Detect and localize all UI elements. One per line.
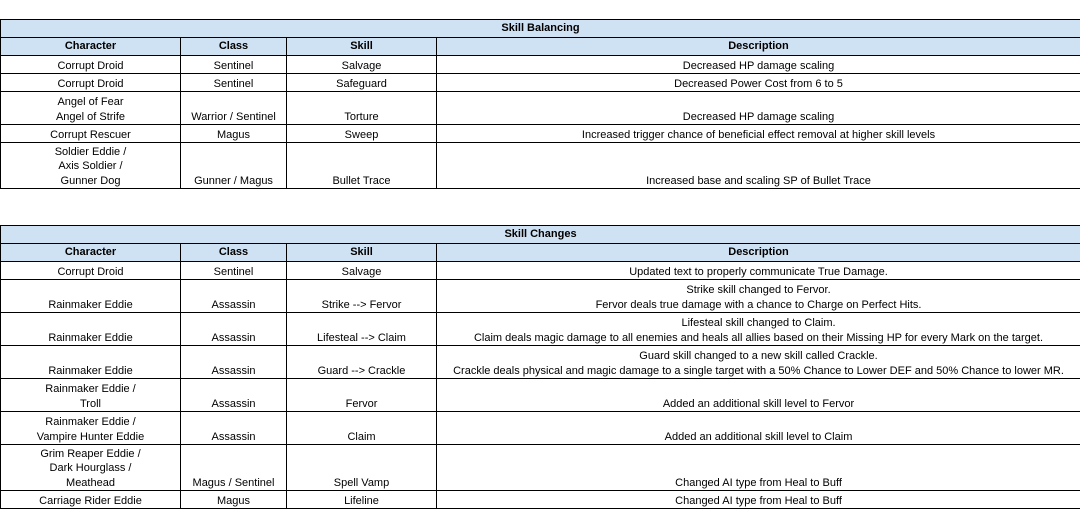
column-header-character: Character [1, 38, 181, 56]
cell-class: Sentinel [181, 74, 287, 92]
cell-description: Decreased HP damage scaling [437, 56, 1080, 74]
cell-description: Strike skill changed to Fervor. Fervor deals true damage with a chance to Charge on Perfect Hits. [437, 280, 1080, 313]
cell-class: Assassin [181, 412, 287, 445]
cell-skill: Guard --> Crackle [287, 346, 437, 379]
cell-skill: Safeguard [287, 74, 437, 92]
table-row [1, 346, 1080, 379]
cell-class: Magus [181, 125, 287, 143]
cell-character: Rainmaker Eddie / Troll [1, 379, 181, 412]
cell-character: Angel of Fear Angel of Strife [1, 92, 181, 125]
table-row [1, 445, 1080, 491]
cell-description: Changed AI type from Heal to Buff [437, 445, 1080, 491]
table-row [1, 412, 1080, 445]
cell-description: Lifesteal skill changed to Claim. Claim deals magic damage to all enemies and heals all allies based on their Missing HP for every Mark on the target. [437, 313, 1080, 346]
cell-character: Rainmaker Eddie / Vampire Hunter Eddie [1, 412, 181, 445]
table-row [1, 379, 1080, 412]
cell-character: Soldier Eddie / Axis Soldier / Gunner Dog [1, 143, 181, 189]
skill-changes-table [0, 225, 1080, 509]
cell-class: Magus [181, 491, 287, 509]
cell-character: Rainmaker Eddie [1, 280, 181, 313]
top-empty-row [0, 0, 1080, 20]
cell-class: Assassin [181, 346, 287, 379]
cell-skill: Spell Vamp [287, 445, 437, 491]
cell-description: Updated text to properly communicate True Damage. [437, 262, 1080, 280]
column-header-class: Class [181, 244, 287, 262]
table-row [1, 125, 1080, 143]
column-header-character: Character [1, 244, 181, 262]
column-header-skill: Skill [287, 38, 437, 56]
cell-skill: Torture [287, 92, 437, 125]
cell-character: Corrupt Droid [1, 262, 181, 280]
cell-character: Grim Reaper Eddie / Dark Hourglass / Meathead [1, 445, 181, 491]
cell-class: Sentinel [181, 262, 287, 280]
cell-skill: Claim [287, 412, 437, 445]
cell-description: Changed AI type from Heal to Buff [437, 491, 1080, 509]
cell-description: Increased trigger chance of beneficial effect removal at higher skill levels [437, 125, 1080, 143]
table-row [1, 313, 1080, 346]
cell-character: Carriage Rider Eddie [1, 491, 181, 509]
table-row [1, 92, 1080, 125]
section-title: Skill Balancing [1, 20, 1080, 38]
cell-character: Rainmaker Eddie [1, 346, 181, 379]
cell-skill: Fervor [287, 379, 437, 412]
cell-class: Assassin [181, 313, 287, 346]
table-row [1, 143, 1080, 189]
section-title: Skill Changes [1, 226, 1080, 244]
cell-description: Added an additional skill level to Claim [437, 412, 1080, 445]
cell-skill: Bullet Trace [287, 143, 437, 189]
skill-balancing-table [0, 19, 1080, 189]
cell-character: Rainmaker Eddie [1, 313, 181, 346]
cell-class: Warrior / Sentinel [181, 92, 287, 125]
cell-class: Gunner / Magus [181, 143, 287, 189]
cell-description: Increased base and scaling SP of Bullet Trace [437, 143, 1080, 189]
cell-description: Guard skill changed to a new skill called Crackle. Crackle deals physical and magic damage to a single target with a 50% Chance to Lower DEF and 50% Chance to lower MR. [437, 346, 1080, 379]
cell-description: Decreased Power Cost from 6 to 5 [437, 74, 1080, 92]
table-row [1, 74, 1080, 92]
cell-skill: Sweep [287, 125, 437, 143]
cell-class: Assassin [181, 280, 287, 313]
column-header-class: Class [181, 38, 287, 56]
column-header-skill: Skill [287, 244, 437, 262]
cell-class: Magus / Sentinel [181, 445, 287, 491]
cell-description: Decreased HP damage scaling [437, 92, 1080, 125]
cell-skill: Lifesteal --> Claim [287, 313, 437, 346]
cell-character: Corrupt Droid [1, 56, 181, 74]
table-row [1, 262, 1080, 280]
cell-class: Assassin [181, 379, 287, 412]
cell-skill: Lifeline [287, 491, 437, 509]
table-row [1, 491, 1080, 509]
cell-skill: Salvage [287, 262, 437, 280]
cell-character: Corrupt Droid [1, 74, 181, 92]
cell-class: Sentinel [181, 56, 287, 74]
cell-description: Added an additional skill level to Fervor [437, 379, 1080, 412]
column-header-description: Description [437, 38, 1080, 56]
cell-skill: Strike --> Fervor [287, 280, 437, 313]
table-row [1, 280, 1080, 313]
cell-skill: Salvage [287, 56, 437, 74]
cell-character: Corrupt Rescuer [1, 125, 181, 143]
column-header-description: Description [437, 244, 1080, 262]
table-row [1, 56, 1080, 74]
